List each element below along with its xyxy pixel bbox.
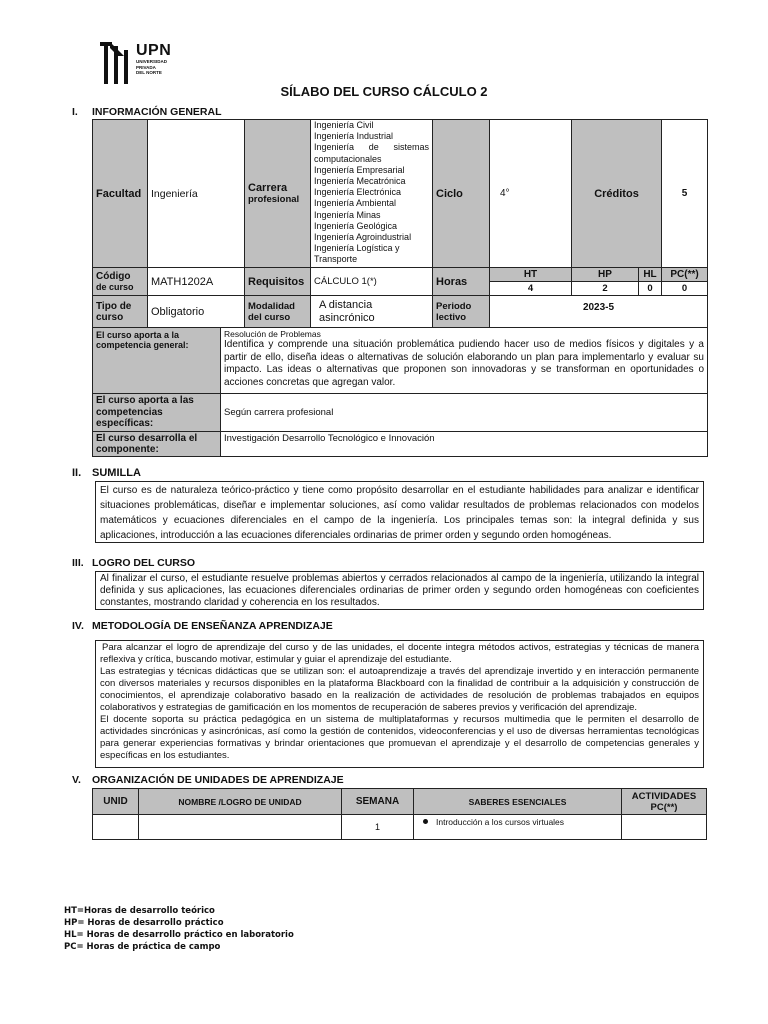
pc-label: PC(**) [662,268,708,282]
footnotes [64,905,294,953]
componente-value: Investigación Desarrollo Tecnológico e Innovación [221,432,708,457]
col-semana: SEMANA [342,789,414,815]
section-4-number: IV. [72,620,84,632]
periodo-label: Periodo [436,300,472,312]
horas-label: Horas [433,268,490,296]
periodo-label-cell [433,296,490,328]
cell-semana: 1 [342,815,414,840]
logro-box: Al finalizar el curso, el estudiante resuelve problemas abiertos y cerrados relacionados al campo de la ingeniería, utilizando la integral definida y sus aplicaciones, las ecuaciones diferenciales ordinarias de primer orden y segundo orden homogéneas con coeficientes constantes, mostrando claridad y coherencia en los resultados. [95,571,704,610]
section-1-number: I. [72,106,78,118]
section-1-label: INFORMACIÓN GENERAL [92,106,222,118]
codigo-value: MATH1202A [148,268,245,296]
periodo-sublabel: lectivo [436,311,467,323]
modalidad-label: Modalidad [248,300,295,312]
carrera-item: Ingeniería Minas [314,209,381,220]
carrera-item: Ingeniería Agroindustrial [314,232,412,243]
modalidad-label-cell [245,296,311,328]
info-table [92,119,708,328]
section-1-heading [72,106,222,118]
section-4-label: METODOLOGÍA DE ENSEÑANZA APRENDIZAJE [92,620,333,632]
footnote-pc: PC= Horas de práctica de campo [64,942,221,952]
modalidad-value: A distancia asincrónico [311,296,433,328]
footnote-hl: HL= Horas de desarrollo práctico en laboratorio [64,930,294,940]
section-5-label: ORGANIZACIÓN DE UNIDADES DE APRENDIZAJE [92,774,344,786]
codigo-label-cell [93,268,148,296]
carrera-list [311,120,433,268]
carrera-item: Ingeniería Geológica [314,220,398,231]
carrera-item: Ingeniería Ambiental [314,198,397,209]
metodologia-box [95,640,704,768]
ht-label: HT [490,268,572,282]
requisitos-label: Requisitos [245,268,311,296]
cell-actividades [622,815,707,840]
ciclo-value: 4° [490,120,572,268]
section-3-number: III. [72,557,84,569]
modalidad-sublabel: del curso [248,311,291,323]
col-nombre: NOMBRE /LOGRO DE UNIDAD [139,789,342,815]
section-3-label: LOGRO DEL CURSO [92,557,196,569]
codigo-sublabel: de curso [96,282,134,292]
carrera-item-cont: Transporte [314,254,358,265]
requisitos-value: CÁLCULO 1(*) [311,268,433,296]
creditos-value: 5 [662,120,708,268]
competencias-table [92,327,708,457]
carrera-item: Ingeniería Industrial [314,131,394,142]
cell-saberes [414,815,622,840]
carrera-item: Ingeniería Logística y [314,243,400,254]
carrera-item: Ingeniería Empresarial [314,164,405,175]
col-actividades: ACTIVIDADES PC(**) [622,789,707,815]
periodo-value: 2023-5 [490,296,708,328]
tipo-label-cell [93,296,148,328]
tipo-label: Tipo de [96,300,132,312]
section-3-heading [72,557,195,569]
logo-tagline-1: UNIVERSIDAD [136,59,168,64]
hp-label: HP [572,268,639,282]
tipo-value: Obligatorio [148,296,245,328]
metodologia-paragraph-3: El docente soporta su práctica pedagógica en un sistema de multiplataformas y recursos multimedia que le permiten el desarrollo de actividades sincrónicas y asincrónicas, así como la gestión de contenidos, videoconferencias y el uso de diversas herramientas tecnológicas para generar experiencias formativas y brindar orientaciones que promuevan el aprendizaje y el desarrollo de competencias generales y específicas en los estudiantes. [100,714,699,761]
logo-tagline-3: DEL NORTE [136,70,162,75]
metodologia-paragraph-1: Para alcanzar el logro de aprendizaje del curso y de las unidades, el docente integra métodos activos, estrategias y técnicas de manera reflexiva y crítica, buscando motivar, estimular y guiar el aprendizaje del estudiante. [100,642,699,665]
componente-label: El curso desarrolla el componente: [93,432,221,457]
creditos-label: Créditos [572,120,662,268]
codigo-label: Código [96,271,131,282]
col-saberes: SABERES ESENCIALES [414,789,622,815]
col-unid: UNID [93,789,139,815]
logo-wordmark: UPN [136,42,172,59]
ht-value: 4 [490,282,572,296]
carrera-items [314,120,429,266]
carrera-item: Ingeniería Civil [314,120,374,130]
comp-general-cell [221,328,708,394]
hl-label: HL [639,268,662,282]
carrera-item: Ingeniería Mecatrónica [314,176,406,187]
comp-general-label: El curso aporta a la competencia general: [93,328,221,394]
footnote-hp: HP= Horas de desarrollo práctico [64,918,224,928]
tipo-sublabel: curso [96,311,124,323]
logo-tagline [136,59,167,76]
section-2-heading [72,467,141,479]
cell-unid [93,815,139,840]
comp-especificas-label: El curso aporta a las competencias específicas: [93,394,221,432]
section-2-number: II. [72,467,82,479]
facultad-label: Facultad [93,120,148,268]
carrera-label: Carrera [248,182,288,194]
carrera-item: Ingeniería Electrónica [314,187,402,198]
pc-value: 0 [662,282,708,296]
section-5-number: V. [72,774,81,786]
carrera-label-cell [245,120,311,268]
comp-general-text: Identifica y comprende una situación problemática pudiendo hacer uso de medios físicos y digitales y a partir de ello, diseña ideas o alternativas de solución elaborando un plan para implementarlo y evaluar su impacto. Las ideas o alternativas que proponen son innovadoras y se transforman en oportunidades o acciones concretas que agregan valor. [224,339,704,388]
page-title: SÍLABO DEL CURSO CÁLCULO 2 [280,84,488,99]
facultad-value: Ingeniería [148,120,245,268]
ciclo-label: Ciclo [433,120,490,268]
hp-value: 2 [572,282,639,296]
logo-tagline-2: PRIVADA [136,64,156,70]
footnote-ht: HT=Horas de desarrollo teórico [64,906,215,916]
unidades-table [92,788,707,840]
comp-general-title: Resolución de Problemas [224,329,321,339]
section-5-heading [72,774,344,786]
hl-value: 0 [639,282,662,296]
section-4-heading [72,620,333,632]
table-row [93,815,707,840]
section-2-label: SUMILLA [92,467,141,479]
metodologia-paragraph-2: Las estrategias y técnicas didácticas que se utilizan son: el autoaprendizaje a través del aprendizaje invertido y en interacción permanente con diversos materiales y recursos disponibles en la plataforma Blackboard con la finalidad de contribuir a la adquisición y construcción de conocimientos, el aprendizaje colaborativo basado en la realización de actividades de resolución de problemas trabajados en equipos colaborativos y estrategias de gamificación en los momentos de recuperación de saberes previos y verificación del aprendizaje. [100,666,699,713]
cell-nombre [139,815,342,840]
carrera-item-cont: computacionales [314,153,382,164]
comp-especificas-value: Según carrera profesional [221,394,708,432]
carrera-sublabel: profesional [248,194,300,205]
sumilla-box: El curso es de naturaleza teórico-práctico y tiene como propósito desarrollar en el estudiante habilidades para analizar e identificar situaciones problemáticas, diseñar e implementar soluciones, así como validar resultados de problemas relacionados con modelos matemáticos y ecuaciones diferenciales en el campo de la ingeniería. Los principales temas son: la integral definida y sus aplicaciones, introducción a las ecuaciones diferenciales ordinarias de primer orden y segundo orden homogéneas. [95,481,704,543]
saber-item: Introducción a los cursos virtuales [436,817,565,827]
bullet-icon [423,819,428,824]
carrera-item: Ingeniería de sistemas [314,142,429,153]
